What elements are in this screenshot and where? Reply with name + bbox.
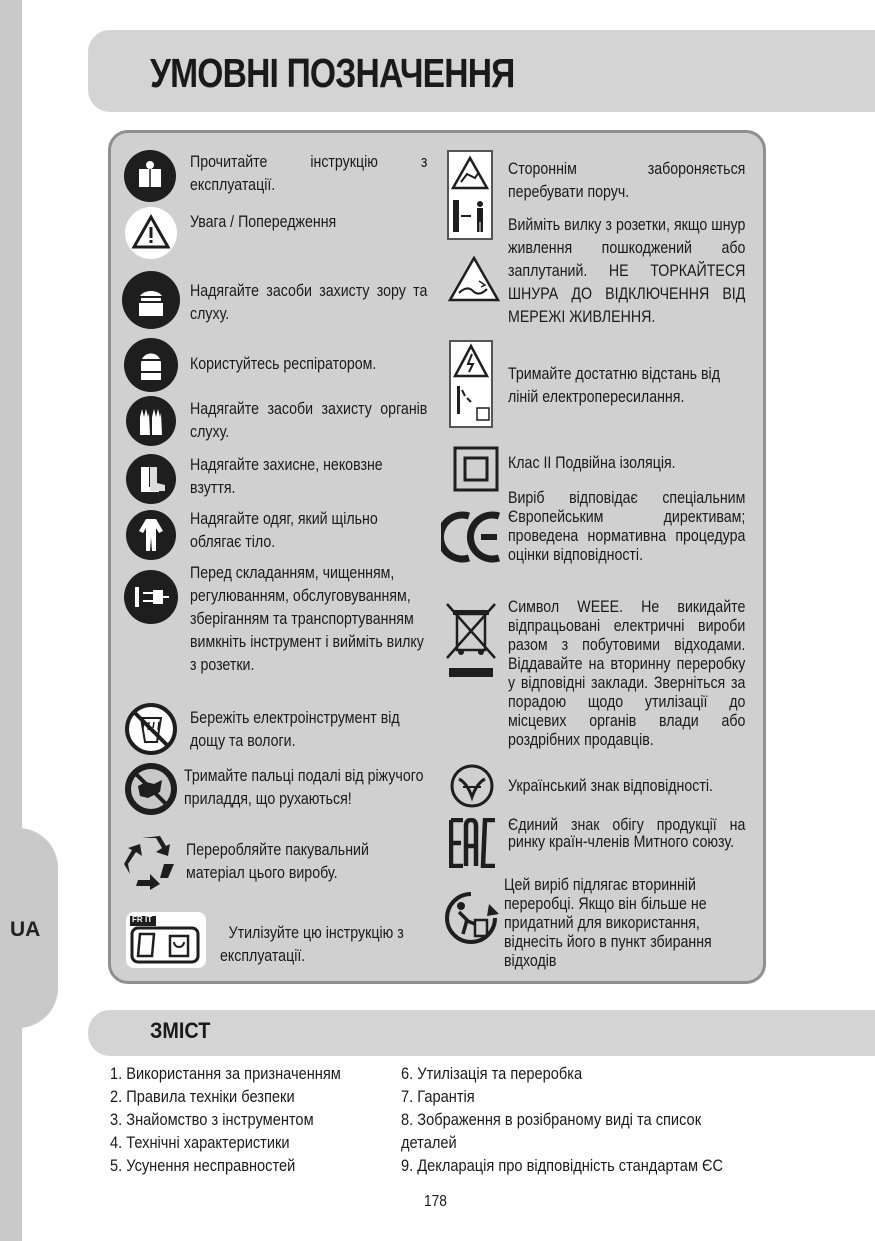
- symbol-text-eye-ear: Надягайте засоби захисту зору та слуху.: [190, 282, 428, 323]
- no-rain-icon: [124, 702, 178, 756]
- symbol-text-ua-mark: Український знак відповідності.: [508, 777, 713, 795]
- read-manual-icon: [124, 150, 176, 202]
- toc-item[interactable]: 6. Утилізація та переробка: [401, 1064, 583, 1083]
- power-lines-icon: [449, 340, 493, 428]
- boots-icon: [126, 454, 176, 504]
- symbol-text-recyclable-product: Цей виріб підлягає вторинній переробці. Якщо він більше не придатний для використання, віднесіть його в пункт збирання відходів: [504, 876, 712, 970]
- recycle-icon: [120, 830, 180, 890]
- unplug-icon: [124, 570, 178, 624]
- symbol-text-boots: Надягайте захисне, нековзне взуття.: [190, 456, 383, 497]
- symbol-text-warning: Увага / Попередження: [190, 213, 337, 231]
- bystanders-icon: [447, 150, 493, 240]
- toc-item[interactable]: 4. Технічні характеристики: [110, 1133, 290, 1152]
- symbol-text-respirator: Користуйтесь респіратором.: [190, 355, 377, 373]
- symbol-text-unplug: Перед складанням, чищенням, регулюванням, обслуговуванням, зберіганням та транспортуванням вимкніть інструмент і вийміть вилку з розетки.: [190, 564, 424, 674]
- toc-column-right: [401, 1062, 723, 1177]
- toc-item[interactable]: 1. Використання за призначенням: [110, 1064, 341, 1083]
- symbol-text-fingers: Тримайте пальці подалі від ріжучого приладдя, що рухаються!: [184, 767, 424, 808]
- ukrainian-conformity-icon: [449, 763, 495, 809]
- page-number: 178: [424, 1193, 447, 1210]
- eye-ear-protection-icon: [122, 271, 180, 329]
- symbol-text-weee: Символ WEEE. Не викидайте відпрацьовані електричні вироби разом з побутовими відходами. Віддавайте на вторинну переробку у відповідні заклади. Зверніться за порадою щодо утилізації до місцевих органів влади або роздрібних продавців.: [508, 598, 746, 749]
- symbol-text-power-lines: Тримайте достатню відстань від ліній електропересилання.: [508, 365, 720, 406]
- page-title: УМОВНІ ПОЗНАЧЕННЯ: [150, 50, 515, 96]
- overall-icon: [126, 510, 176, 560]
- symbol-text-recycle: Переробляйте пакувальний матеріал цього виробу.: [186, 841, 369, 882]
- symbol-text-bystanders: Стороннім забороняється перебувати поруч.: [508, 160, 746, 201]
- gloves-icon: [126, 396, 176, 446]
- language-label: UA: [10, 918, 41, 941]
- toc-item[interactable]: 2. Правила техніки безпеки: [110, 1087, 295, 1106]
- toc-item[interactable]: деталей: [401, 1133, 457, 1152]
- symbol-text-manual-recycle: Утилізуйте цю інструкцію з експлуатації.: [220, 924, 404, 965]
- symbol-text-class-ii: Клас II Подвійна ізоляція.: [508, 454, 676, 472]
- side-tab: [0, 0, 22, 1241]
- ce-mark-icon: [441, 510, 503, 564]
- damaged-cord-icon: [447, 255, 501, 303]
- eac-mark-icon: [449, 818, 497, 868]
- respirator-icon: [124, 338, 178, 392]
- manual-recycle-icon: [126, 912, 206, 968]
- warning-triangle-icon: [124, 206, 178, 260]
- toc-item[interactable]: 9. Декларація про відповідність стандартам ЄС: [401, 1156, 724, 1175]
- symbol-text-eac-mark: Єдиний знак обігу продукції на ринку країн-членів Митного союзу.: [508, 816, 746, 851]
- symbol-text-damaged-cord: Вийміть вилку з розетки, якщо шнур живлення пошкоджений або заплутаний. НЕ ТОРКАЙТЕСЯ ШНУРА ДО ВІДКЛЮЧЕННЯ ВІД МЕРЕЖІ ЖИВЛЕННЯ.: [508, 216, 746, 326]
- weee-icon: [445, 600, 497, 680]
- symbol-text-ce-mark: Виріб відповідає спеціальним Європейським директивам; проведена нормативна процедура оцінки відповідності.: [508, 489, 746, 564]
- badge-left: FR: [132, 915, 143, 924]
- badge-right: IT: [145, 915, 153, 924]
- symbol-text-gloves: Надягайте засоби захисту органів слуху.: [190, 400, 428, 441]
- toc-item[interactable]: 5. Усунення несправностей: [110, 1156, 296, 1175]
- keep-fingers-away-icon: [124, 762, 178, 816]
- recyclable-product-icon: [443, 890, 499, 946]
- symbol-text-overall: Надягайте одяг, який щільно облягає тіло.: [190, 510, 378, 551]
- toc-item[interactable]: 3. Знайомство з інструментом: [110, 1110, 314, 1129]
- toc-column-left: [110, 1062, 341, 1177]
- symbol-text-read-manual: Прочитайте інструкцію з експлуатації.: [190, 153, 428, 194]
- symbol-text-no-rain: Бережіть електроінструмент від дощу та вологи.: [190, 709, 400, 750]
- toc-title: ЗМІСТ: [150, 1018, 211, 1043]
- toc-item[interactable]: 7. Гарантія: [401, 1087, 475, 1106]
- class-ii-icon: [453, 446, 499, 492]
- toc-item[interactable]: 8. Зображення в розібраному виді та список: [401, 1110, 702, 1129]
